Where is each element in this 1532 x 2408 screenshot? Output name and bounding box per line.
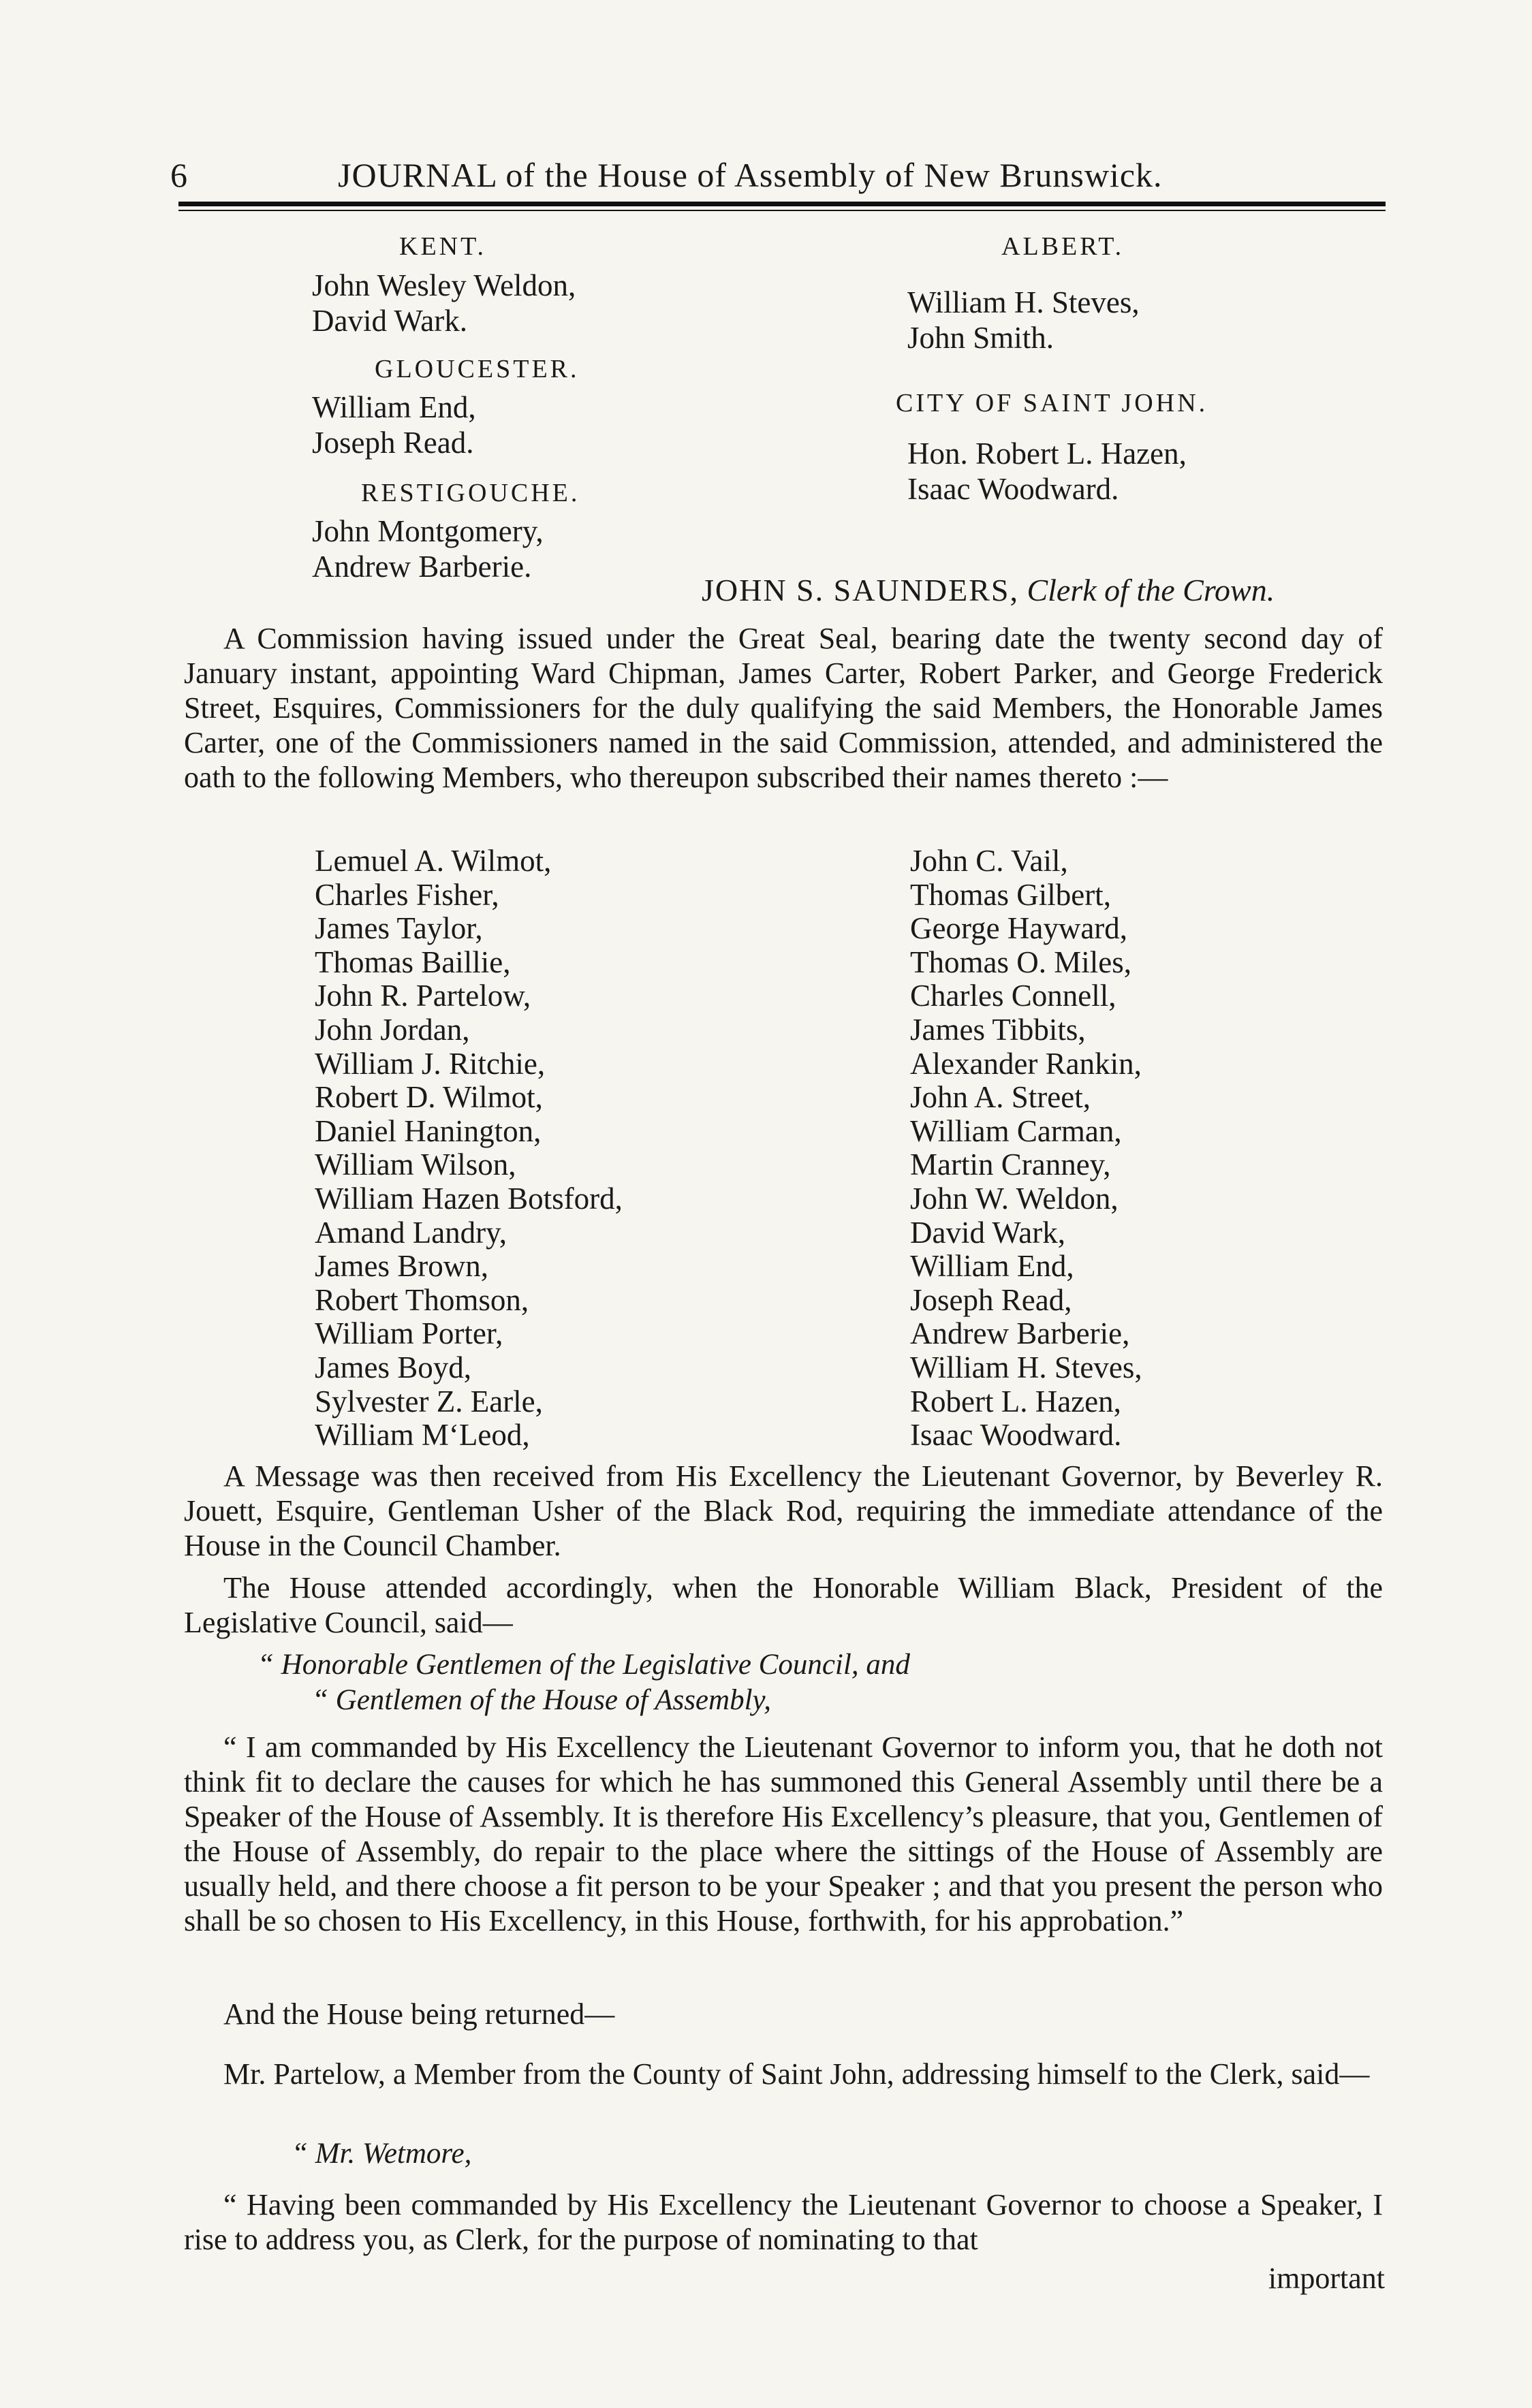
saint-john-member-2: Isaac Woodward. bbox=[907, 472, 1119, 506]
list-item: Sylvester Z. Earle, bbox=[315, 1384, 543, 1419]
list-item: Robert L. Hazen, bbox=[910, 1384, 1121, 1419]
list-item: Alexander Rankin, bbox=[910, 1046, 1142, 1081]
list-item: James Tibbits, bbox=[910, 1012, 1086, 1047]
county-albert-label: ALBERT. bbox=[1001, 232, 1125, 261]
restigouche-member-1: John Montgomery, bbox=[312, 514, 544, 548]
clerk-name: JOHN S. SAUNDERS, bbox=[702, 573, 1019, 607]
list-item: Charles Connell, bbox=[910, 979, 1116, 1013]
list-item: Thomas Gilbert, bbox=[910, 877, 1111, 912]
commission-paragraph: A Commission having issued under the Great Seal, bearing date the twenty second day of January instant, appointing Ward Chipman, James Carter, Robert Parker, and George Frederick Street, Esquires, Commissioners for the duly qualifying the said Members, the Honorable James Carter, one of the Commissioners named in the said Commission, attended, and administered the oath to the following Members, who thereupon subscribed their names thereto :— bbox=[184, 622, 1383, 794]
list-item: William Carman, bbox=[910, 1113, 1122, 1148]
list-item: William End, bbox=[910, 1249, 1074, 1284]
county-restigouche-label: RESTIGOUCHE. bbox=[361, 479, 580, 507]
list-item: George Hayward, bbox=[910, 911, 1128, 946]
list-item: James Boyd, bbox=[315, 1350, 471, 1384]
clerk-title: Clerk of the Crown. bbox=[1027, 573, 1275, 607]
list-item: John A. Street, bbox=[910, 1080, 1091, 1115]
list-item: William Porter, bbox=[315, 1316, 503, 1351]
kent-member-1: John Wesley Weldon, bbox=[312, 268, 576, 302]
list-item: William Hazen Botsford, bbox=[315, 1181, 623, 1216]
list-item: Thomas O. Miles, bbox=[910, 945, 1131, 979]
list-item: William Wilson, bbox=[315, 1147, 516, 1182]
list-item: William M‘Leod, bbox=[315, 1418, 530, 1453]
list-item: Daniel Hanington, bbox=[315, 1113, 542, 1148]
county-saint-john-label: CITY OF SAINT JOHN. bbox=[896, 389, 1208, 417]
albert-member-2: John Smith. bbox=[907, 321, 1054, 355]
list-item: Joseph Read, bbox=[910, 1282, 1072, 1317]
albert-member-1: William H. Steves, bbox=[907, 285, 1140, 319]
sworn-members-right bbox=[910, 844, 1142, 1453]
list-item: John R. Partelow, bbox=[315, 979, 531, 1013]
list-item: David Wark, bbox=[910, 1215, 1065, 1250]
list-item: Charles Fisher, bbox=[315, 877, 499, 912]
county-gloucester-label: GLOUCESTER. bbox=[375, 355, 580, 383]
county-kent-label: KENT. bbox=[399, 232, 486, 261]
list-item: William J. Ritchie, bbox=[315, 1046, 546, 1081]
saint-john-member-1: Hon. Robert L. Hazen, bbox=[907, 437, 1187, 471]
restigouche-member-2: Andrew Barberie. bbox=[312, 550, 532, 584]
kent-member-2: David Wark. bbox=[312, 304, 467, 338]
list-item: John W. Weldon, bbox=[910, 1181, 1119, 1216]
list-item: John Jordan, bbox=[315, 1012, 470, 1047]
attended-paragraph: The House attended accordingly, when the Honorable William Black, President of the Legislative Council, said— bbox=[184, 1571, 1383, 1639]
returned-paragraph: And the House being returned— bbox=[223, 1997, 615, 2031]
gloucester-member-2: Joseph Read. bbox=[312, 426, 474, 460]
catchword: important bbox=[1268, 2262, 1385, 2295]
list-item: Isaac Woodward. bbox=[910, 1418, 1122, 1453]
page-number: 6 bbox=[170, 156, 188, 194]
list-item: Martin Cranney, bbox=[910, 1147, 1111, 1182]
address-line-2: “ Gentlemen of the House of Assembly, bbox=[312, 1684, 771, 1716]
list-item: Thomas Baillie, bbox=[315, 945, 511, 979]
address-wetmore: “ Mr. Wetmore, bbox=[292, 2138, 472, 2170]
header-rule-thick bbox=[178, 202, 1386, 206]
address-line-1: “ Honorable Gentlemen of the Legislative Council, and bbox=[257, 1649, 910, 1681]
final-paragraph: “ Having been commanded by His Excellency the Lieutenant Governor to choose a Speaker, I rise to address you, as Clerk, for the purpose of nominating to that bbox=[184, 2188, 1383, 2256]
list-item: James Taylor, bbox=[315, 911, 483, 946]
message-paragraph: A Message was then received from His Excellency the Lieutenant Governor, by Beverley R. Jouett, Esquire, Gentleman Usher of the Black Rod, requiring the immediate attendance of the House in the Council Chamber. bbox=[184, 1459, 1383, 1562]
partelow-paragraph: Mr. Partelow, a Member from the County of Saint John, addressing himself to the Clerk, said— bbox=[223, 2057, 1370, 2091]
sworn-members-left bbox=[315, 844, 623, 1453]
list-item: Amand Landry, bbox=[315, 1215, 507, 1250]
header-rule-thin bbox=[178, 210, 1386, 211]
clerk-signature bbox=[702, 572, 1275, 608]
list-item: Lemuel A. Wilmot, bbox=[315, 844, 552, 878]
list-item: William H. Steves, bbox=[910, 1350, 1142, 1384]
list-item: John C. Vail, bbox=[910, 844, 1068, 878]
list-item: Andrew Barberie, bbox=[910, 1316, 1130, 1351]
list-item: Robert D. Wilmot, bbox=[315, 1080, 543, 1115]
journal-title: JOURNAL of the House of Assembly of New Brunswick. bbox=[338, 156, 1163, 194]
gloucester-member-1: William End, bbox=[312, 390, 476, 424]
list-item: Robert Thomson, bbox=[315, 1282, 529, 1317]
list-item: James Brown, bbox=[315, 1249, 488, 1284]
speech-paragraph: “ I am commanded by His Excellency the Lieutenant Governor to inform you, that he doth not think fit to declare the causes for which he has summoned this General Assembly until there be a Speaker of the House of Assembly. It is therefore His Excellency’s pleasure, that you, Gentlemen of the House of Assembly, do repair to the place where the sittings of the House of Assembly are usually held, and there choose a fit person to be your Speaker ; and that you present the person who shall be so chosen to His Excellency, in this House, forthwith, for his approbation.” bbox=[184, 1730, 1383, 1937]
